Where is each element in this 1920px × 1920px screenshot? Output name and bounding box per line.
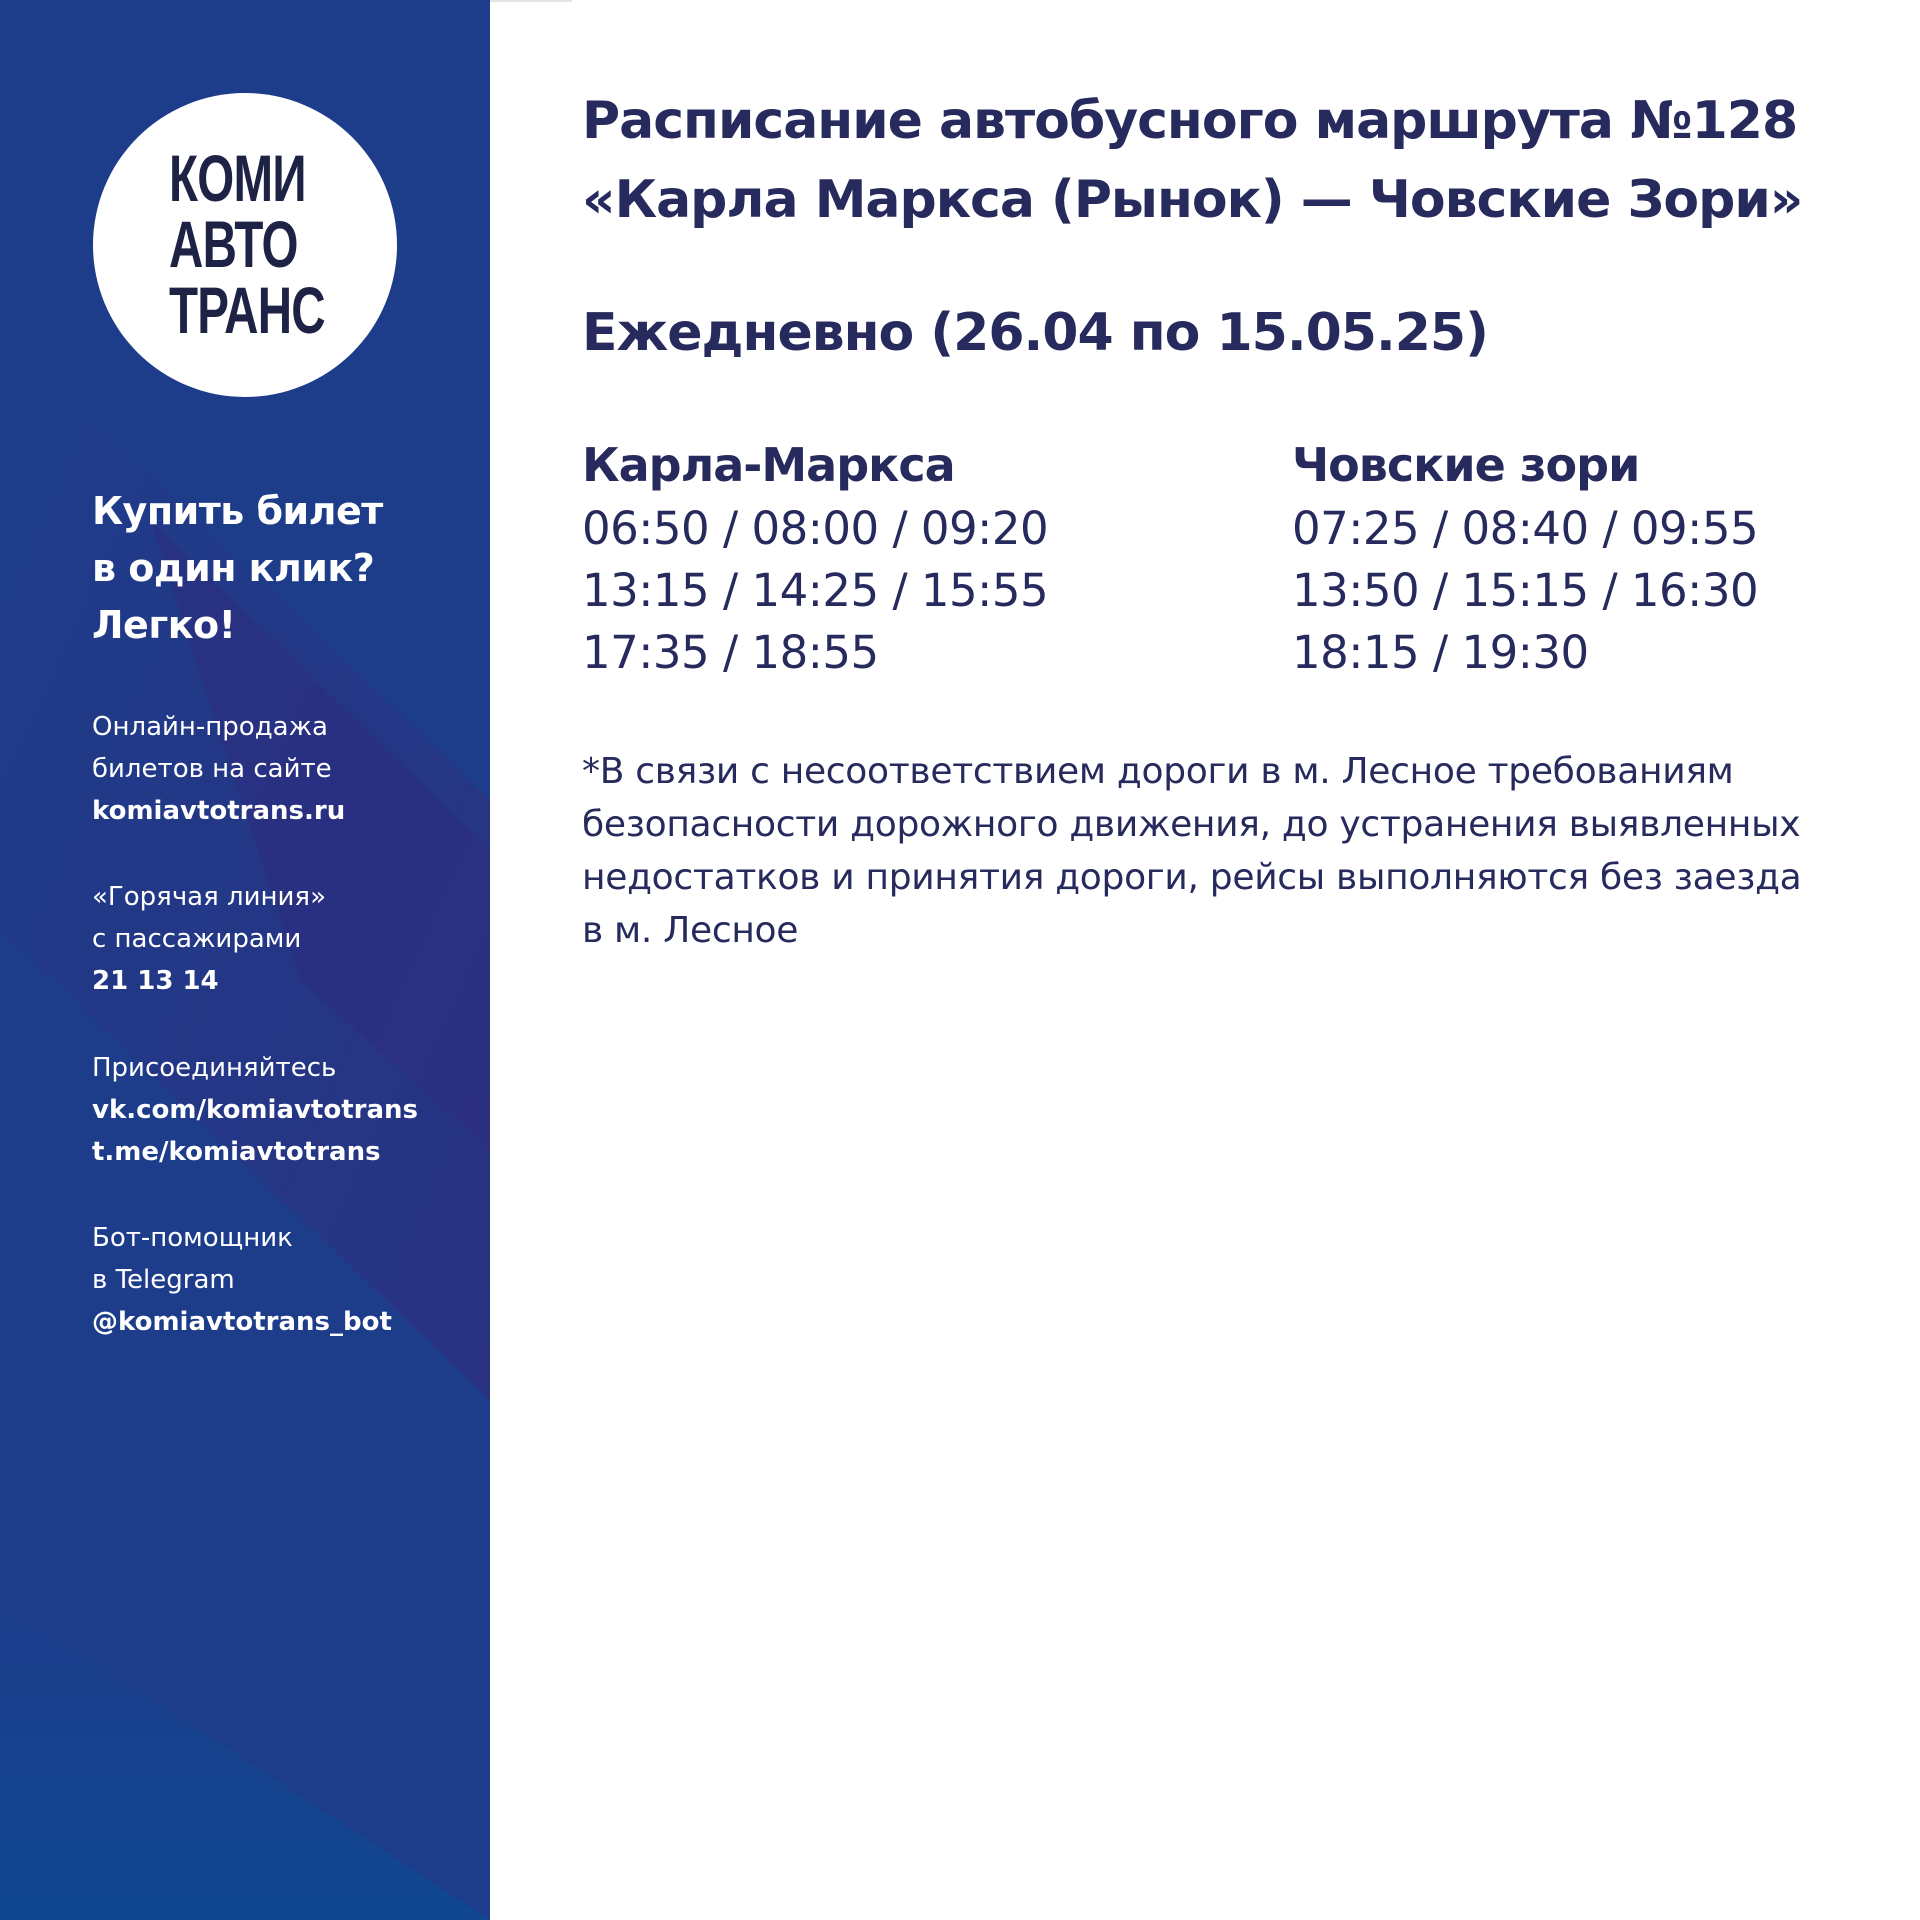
promo-line: в один клик? [92, 546, 375, 590]
departure-times-row: 07:25 / 08:40 / 09:55 [1292, 502, 1759, 555]
logo-text-line: ТРАНС [169, 273, 325, 347]
departure-times-row: 06:50 / 08:00 / 09:20 [582, 502, 1049, 555]
telegram-bot-link[interactable]: @komiavtotrans_bot [92, 1307, 392, 1337]
note-line: недостатков и принятия дороги, рейсы выполняются без заезда [582, 857, 1802, 898]
bot-label: Бот-помощник [92, 1223, 293, 1253]
hotline-block [92, 876, 482, 1002]
logo-text-line: АВТО [169, 207, 298, 281]
title-line: «Карла Маркса (Рынок) — Човские Зори» [582, 170, 1803, 230]
online-sale-block [92, 706, 482, 832]
hotline-number[interactable]: 21 13 14 [92, 966, 219, 996]
title-line: Расписание автобусного маршрута №128 [582, 91, 1798, 151]
website-link[interactable]: komiavtotrans.ru [92, 796, 346, 826]
note-line: *В связи с несоответствием дороги в м. Лесное требованиям [582, 751, 1734, 792]
departure-times-row: 18:15 / 19:30 [1292, 626, 1589, 679]
stop-schedule-chovskie-zori [1292, 432, 1758, 684]
route-note [582, 745, 1882, 957]
social-label: Присоединяйтесь [92, 1053, 337, 1083]
hotline-label: с пассажирами [92, 924, 302, 954]
divider [490, 0, 572, 2]
page-title [582, 82, 1902, 240]
stop-name: Карла-Маркса [582, 438, 955, 492]
schedule-period: Ежедневно (26.04 по 15.05.25) [582, 303, 1488, 363]
promo-heading [92, 483, 472, 654]
online-sale-label: билетов на сайте [92, 754, 332, 784]
telegram-link[interactable]: t.me/komiavtotrans [92, 1137, 381, 1167]
departure-times-row: 13:15 / 14:25 / 15:55 [582, 564, 1049, 617]
schedule-main [490, 0, 1920, 1920]
online-sale-label: Онлайн-продажа [92, 712, 328, 742]
promo-line: Купить билет [92, 489, 383, 533]
departure-times-row: 13:50 / 15:15 / 16:30 [1292, 564, 1759, 617]
note-line: в м. Лесное [582, 910, 799, 951]
bot-label: в Telegram [92, 1265, 235, 1295]
departure-times-row: 17:35 / 18:55 [582, 626, 879, 679]
bot-block [92, 1217, 482, 1343]
social-block [92, 1047, 482, 1173]
stop-name: Човские зори [1292, 438, 1640, 492]
stop-schedule-karla-marksa [582, 432, 1048, 684]
komiavtotrans-logo [93, 93, 397, 397]
vk-link[interactable]: vk.com/komiavtotrans [92, 1095, 419, 1125]
note-line: безопасности дорожного движения, до устранения выявленных [582, 804, 1801, 845]
hotline-label: «Горячая линия» [92, 882, 326, 912]
promo-line: Легко! [92, 603, 236, 647]
logo-text-line: КОМИ [169, 141, 306, 215]
sidebar [0, 0, 490, 1920]
